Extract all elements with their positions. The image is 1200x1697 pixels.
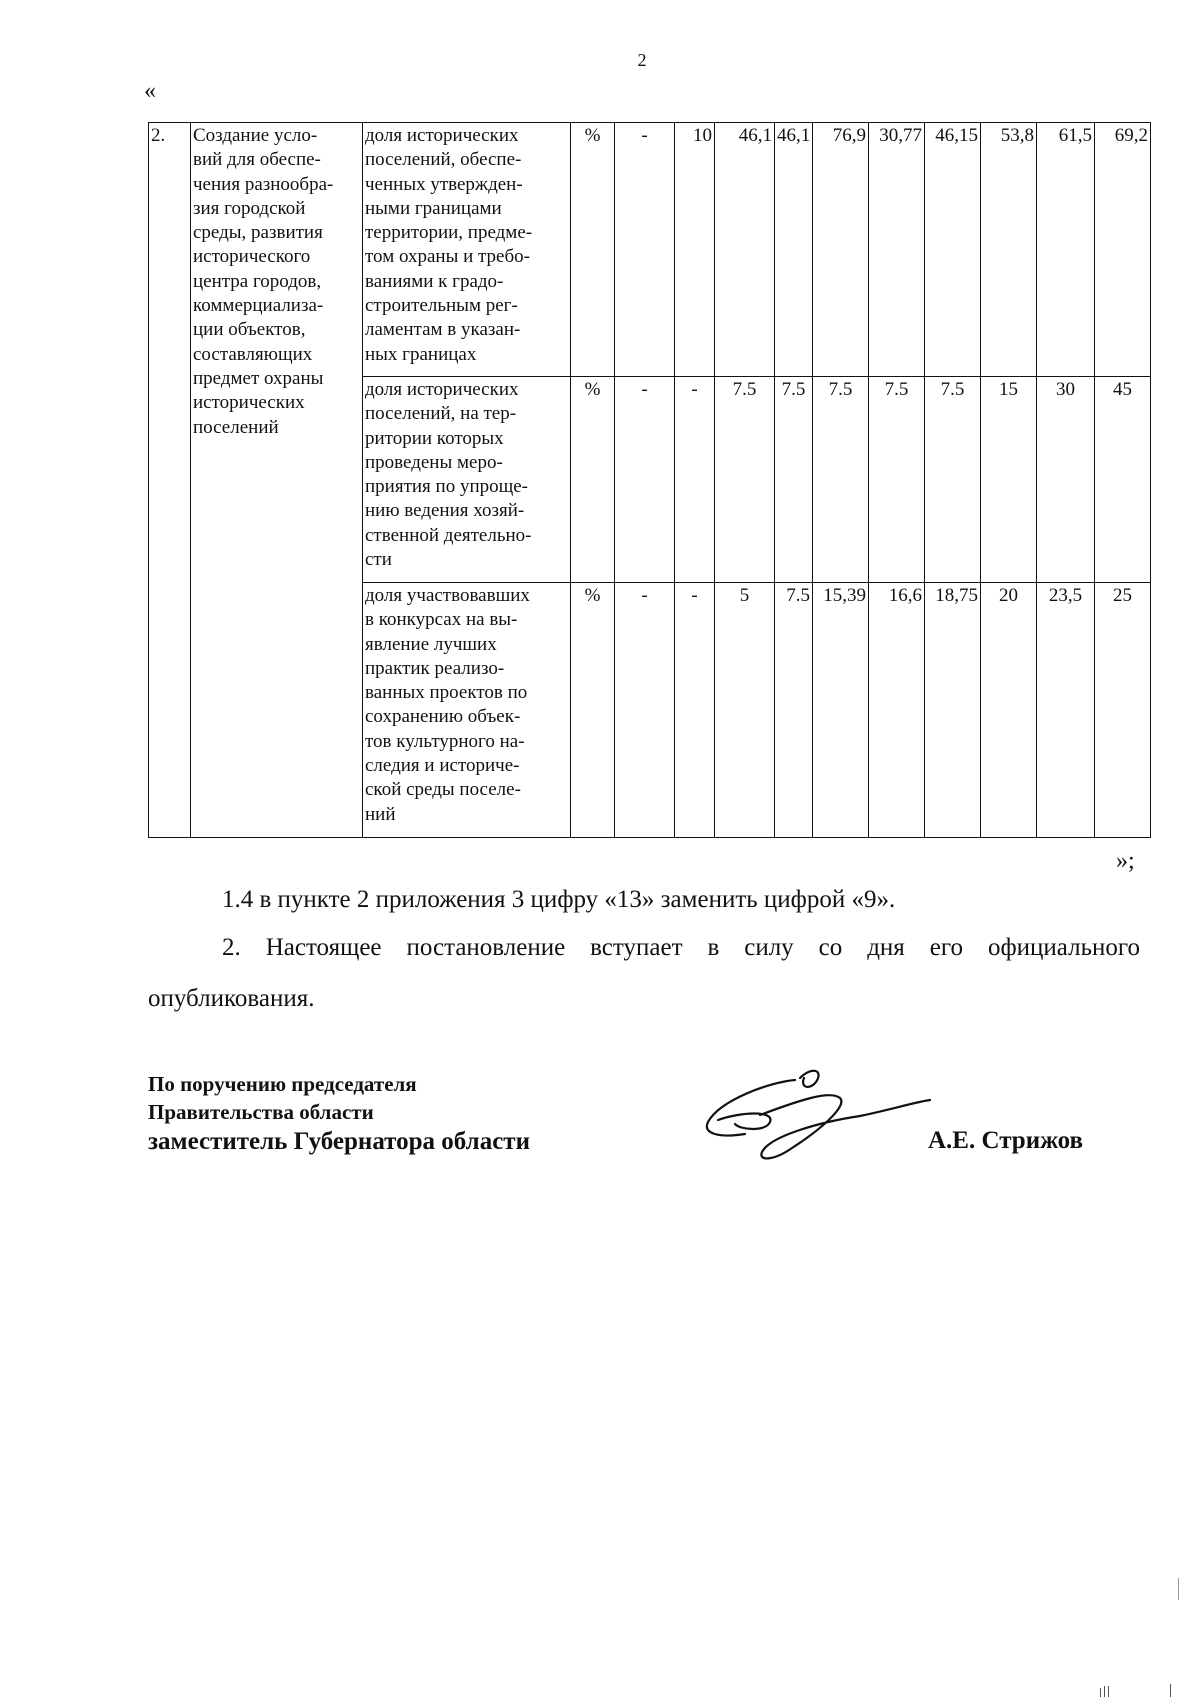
scan-artifact bbox=[1100, 1688, 1101, 1697]
value-cell: 10 bbox=[675, 123, 715, 377]
value-cell: 20 bbox=[981, 583, 1037, 838]
signature-block bbox=[148, 1070, 530, 1158]
row-number: 2. bbox=[149, 123, 191, 838]
value-cell: 7.5 bbox=[775, 377, 813, 583]
indicator-text: доля участвовавших в конкурсах на вы- явление лучших практик реализо- ванных проектов по сохранению объек- тов культурного на- следия и историче- ской среды поселе- ний bbox=[365, 585, 530, 825]
value-cell: 76,9 bbox=[813, 123, 869, 377]
value-cell: 18,75 bbox=[925, 583, 981, 838]
indicator-text: доля исторических поселений, обеспе- ченных утвержден- ными границами территории, предме- том охраны и требо- ваниями к градо- строительным рег- ламентам в указан- ных границах bbox=[365, 125, 533, 365]
value-cell: 5 bbox=[715, 583, 775, 838]
value-cell: 7.5 bbox=[715, 377, 775, 583]
page-number: 2 bbox=[637, 50, 647, 70]
indicator-text: доля исторических поселений, на тер- ритории которых проведены меро- приятия по упроще- нию ведения хозяй- ственной деятельно- сти bbox=[365, 379, 532, 571]
value-cell: 15,39 bbox=[813, 583, 869, 838]
closing-quote: »; bbox=[1116, 848, 1135, 874]
value-cell: 69,2 bbox=[1095, 123, 1151, 377]
indicator-cell bbox=[363, 583, 571, 838]
value-cell: - bbox=[675, 377, 715, 583]
value-cell: 7.5 bbox=[775, 583, 813, 838]
goal-text: Создание усло- вий для обеспе- чения разнообра- зия городской среды, развития исторического центра городов, коммерциализа- ции объектов, составляющих предмет охраны исторических поселений bbox=[193, 125, 334, 438]
signatory-position-line-2: Правительства области bbox=[148, 1100, 374, 1124]
paragraph-1-4: 1.4 в пункте 2 приложения 3 цифру «13» заменить цифрой «9». bbox=[222, 886, 896, 913]
value-cell: 7.5 bbox=[813, 377, 869, 583]
value-cell: 46,1 bbox=[715, 123, 775, 377]
value-cell: 23,5 bbox=[1037, 583, 1095, 838]
unit-cell: % bbox=[571, 377, 615, 583]
value-cell: - bbox=[615, 123, 675, 377]
value-cell: - bbox=[675, 583, 715, 838]
value-cell: 45 bbox=[1095, 377, 1151, 583]
value-cell: 46,15 bbox=[925, 123, 981, 377]
signatory-position-line-3: заместитель Губернатора области bbox=[148, 1128, 530, 1155]
opening-quote: « bbox=[144, 78, 156, 104]
scan-artifact bbox=[1104, 1686, 1105, 1697]
value-cell: 16,6 bbox=[869, 583, 925, 838]
value-cell: 61,5 bbox=[1037, 123, 1095, 377]
value-cell: 25 bbox=[1095, 583, 1151, 838]
value-cell: 30 bbox=[1037, 377, 1095, 583]
scan-artifact bbox=[1108, 1686, 1109, 1697]
value-cell: 53,8 bbox=[981, 123, 1037, 377]
table-row bbox=[149, 123, 1151, 377]
value-cell: 15 bbox=[981, 377, 1037, 583]
scan-artifact bbox=[1178, 1578, 1179, 1600]
handwritten-signature bbox=[700, 1060, 960, 1170]
indicator-cell bbox=[363, 377, 571, 583]
value-cell: 7.5 bbox=[925, 377, 981, 583]
indicator-cell bbox=[363, 123, 571, 377]
value-cell: 46,1 bbox=[775, 123, 813, 377]
value-cell: - bbox=[615, 583, 675, 838]
value-cell: 7.5 bbox=[869, 377, 925, 583]
value-cell: - bbox=[615, 377, 675, 583]
signatory-name: А.Е. Стрижов bbox=[928, 1127, 1083, 1154]
paragraph-2: 2. Настоящее постановление вступает в силу со дня его официального опубликования. bbox=[148, 934, 1140, 1012]
indicators-table bbox=[148, 122, 1151, 838]
goal-cell bbox=[191, 123, 363, 838]
scan-artifact bbox=[1170, 1684, 1171, 1697]
unit-cell: % bbox=[571, 123, 615, 377]
signatory-position-line-1: По поручению председателя bbox=[148, 1072, 417, 1096]
value-cell: 30,77 bbox=[869, 123, 925, 377]
unit-cell: % bbox=[571, 583, 615, 838]
